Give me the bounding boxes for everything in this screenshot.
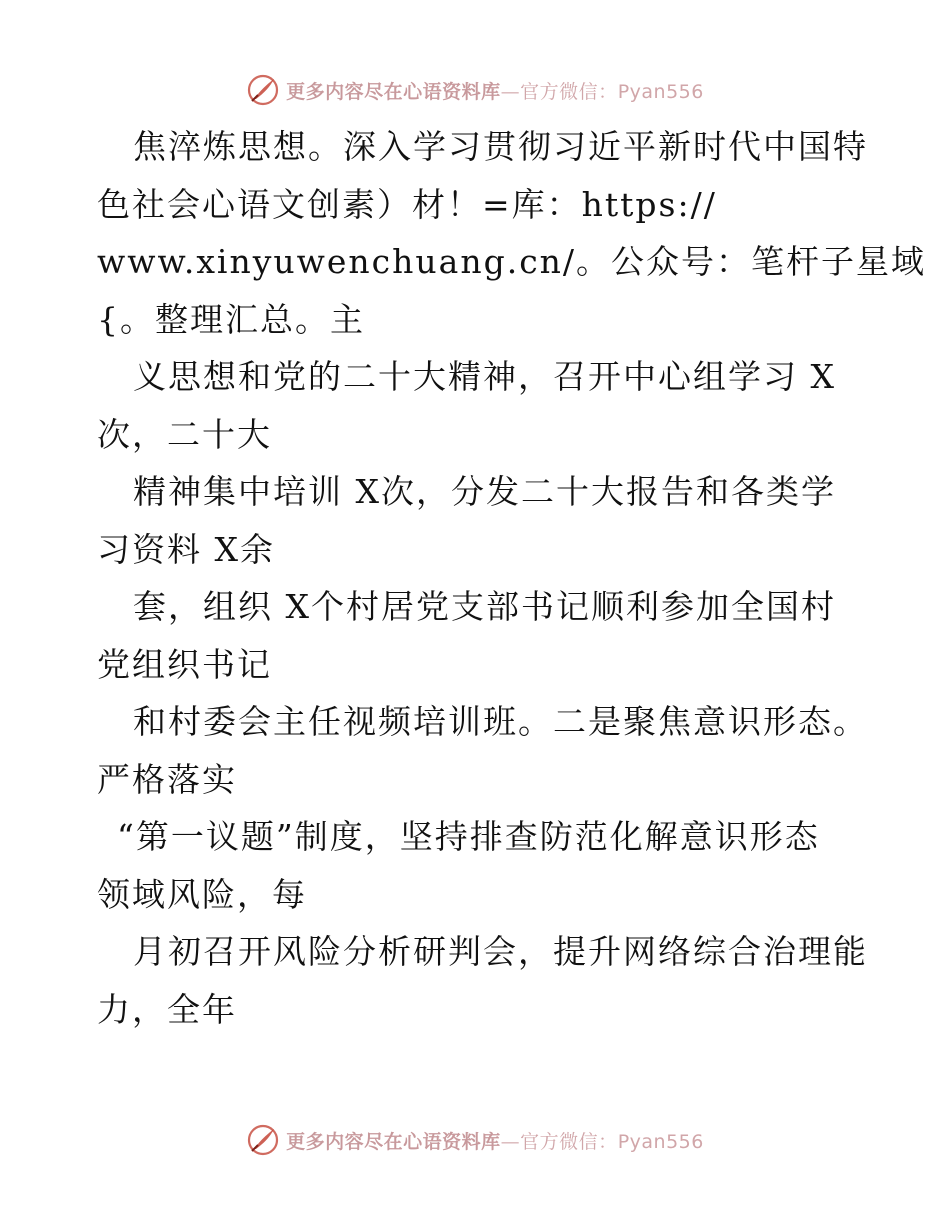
body-line: 次，二十大 [97, 414, 272, 454]
body-line: 严格落实 [97, 759, 237, 799]
watermark-wechat-id: Pyan556 [617, 1130, 704, 1153]
body-line: 和村委会主任视频培训班。二是聚焦意识形态。 [133, 702, 868, 741]
watermark-wechat-id: Pyan556 [617, 80, 704, 103]
watermark-wechat-label: 官方微信： [520, 1130, 618, 1153]
quill-logo-icon [246, 1123, 280, 1157]
watermark-separator: — [500, 1130, 521, 1153]
watermark-group [246, 73, 704, 107]
body-line: 套，组织 X个村居党支部书记顺利参加全国村 [133, 587, 836, 626]
body-line: “第一议题”制度，坚持排查防范化解意识形态 [117, 817, 820, 856]
body-line: 义思想和党的二十大精神，召开中心组学习 X [133, 357, 836, 396]
watermark-text [286, 1127, 704, 1154]
body-line: 领域风险，每 [97, 874, 307, 914]
body-line: 月初召开风险分析研判会，提升网络综合治理能 [133, 932, 868, 971]
document-body [97, 118, 927, 1038]
watermark-text [286, 77, 704, 104]
quill-logo-icon [246, 73, 280, 107]
watermark-separator: — [500, 80, 521, 103]
footer-watermark [0, 1120, 950, 1160]
watermark-group [246, 1123, 704, 1157]
body-line: www.xinyuwenchuang.cn/。公众号：笔杆子星域 [97, 242, 927, 281]
watermark-site-text: 更多内容尽在心语资料库 [286, 1130, 501, 1153]
body-line: 党组织书记 [97, 644, 272, 684]
body-line: 力，全年 [97, 989, 237, 1029]
body-line: {。整理汇总。主 [97, 299, 365, 339]
watermark-site-text: 更多内容尽在心语资料库 [286, 80, 501, 103]
header-watermark [0, 70, 950, 110]
watermark-wechat-label: 官方微信： [520, 80, 618, 103]
body-line: 色社会心语文创素）材！=库：https:// [97, 184, 717, 224]
body-line: 习资料 X余 [97, 529, 275, 569]
body-line: 精神集中培训 X次，分发二十大报告和各类学 [133, 472, 836, 511]
body-line: 焦淬炼思想。深入学习贯彻习近平新时代中国特 [133, 127, 868, 166]
